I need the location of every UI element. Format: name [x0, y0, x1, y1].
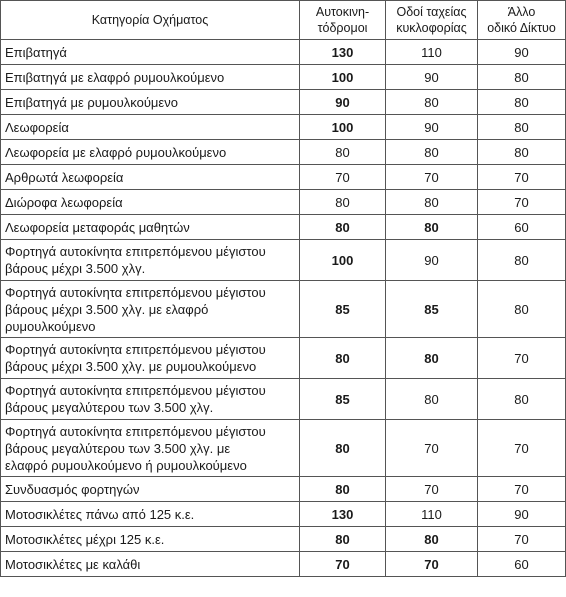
header-label-line: κυκλοφορίας — [396, 21, 467, 35]
table-row — [1, 140, 566, 165]
vehicle-category-cell — [1, 527, 300, 552]
expressway-speed-cell: 80 — [386, 215, 478, 240]
vehicle-category-cell — [1, 240, 300, 281]
expressway-speed-cell: 70 — [386, 477, 478, 502]
motorway-speed-cell: 100 — [300, 65, 386, 90]
table-row — [1, 281, 566, 338]
table-row — [1, 40, 566, 65]
vehicle-category-line: βάρους μεγαλύτερου των 3.500 χλγ. — [5, 400, 214, 415]
table-body — [1, 40, 566, 577]
header-label-line: Κατηγορία Οχήματος — [91, 13, 209, 27]
vehicle-category-cell — [1, 477, 300, 502]
motorway-speed-cell: 70 — [300, 165, 386, 190]
vehicle-category-line: βάρους μέχρι 3.500 χλγ. με ελαφρό — [5, 301, 209, 317]
header-vehicle-category — [1, 1, 300, 40]
motorway-speed-cell: 70 — [300, 552, 386, 577]
table-header — [1, 1, 566, 40]
vehicle-category-line: ρυμουλκούμενο — [5, 318, 96, 334]
table-row — [1, 165, 566, 190]
vehicle-category-cell — [1, 90, 300, 115]
table-row — [1, 379, 566, 420]
other-road-speed-cell: 80 — [478, 281, 566, 338]
table-row — [1, 65, 566, 90]
table-row — [1, 215, 566, 240]
table-row — [1, 477, 566, 502]
other-road-speed-cell: 90 — [478, 502, 566, 527]
table-row — [1, 527, 566, 552]
other-road-speed-cell: 90 — [478, 40, 566, 65]
motorway-speed-cell: 100 — [300, 115, 386, 140]
header-row — [1, 1, 566, 40]
other-road-speed-cell: 80 — [478, 240, 566, 281]
vehicle-category-cell — [1, 140, 300, 165]
motorway-speed-cell: 90 — [300, 90, 386, 115]
motorway-speed-cell: 80 — [300, 477, 386, 502]
header-motorways — [300, 1, 386, 40]
vehicle-category-line: Λεωφορεία με ελαφρό ρυμουλκούμενο — [5, 144, 227, 160]
other-road-speed-cell: 70 — [478, 420, 566, 477]
expressway-speed-cell: 90 — [386, 240, 478, 281]
vehicle-category-line: Φορτηγά αυτοκίνητα επιτρεπόμενου μέγιστου — [5, 383, 266, 398]
table-row — [1, 240, 566, 281]
expressway-speed-cell: 110 — [386, 502, 478, 527]
vehicle-category-line: Μοτοσικλέτες με καλάθι — [5, 556, 141, 572]
vehicle-category-line: Φορτηγά αυτοκίνητα επιτρεπόμενου μέγιστου — [5, 423, 266, 439]
header-label-line: Αυτοκινη- — [315, 5, 370, 19]
vehicle-category-line: βάρους μέχρι 3.500 χλγ. — [5, 261, 146, 276]
motorway-speed-cell: 130 — [300, 502, 386, 527]
header-label-line: Άλλο — [507, 5, 536, 19]
expressway-speed-cell: 80 — [386, 140, 478, 165]
vehicle-category-line: Επιβατηγά με ελαφρό ρυμουλκούμενο — [5, 69, 225, 85]
vehicle-category-line: Λεωφορεία — [5, 119, 69, 135]
vehicle-category-line: Φορτηγά αυτοκίνητα επιτρεπόμενου μέγιστου — [5, 342, 266, 357]
other-road-speed-cell: 60 — [478, 215, 566, 240]
vehicle-category-line: Μοτοσικλέτες πάνω από 125 κ.ε. — [5, 506, 195, 522]
vehicle-category-line: Συνδυασμός φορτηγών — [5, 481, 140, 497]
vehicle-category-line: Μοτοσικλέτες μέχρι 125 κ.ε. — [5, 531, 165, 547]
other-road-speed-cell: 80 — [478, 90, 566, 115]
motorway-speed-cell: 80 — [300, 190, 386, 215]
motorway-speed-cell: 85 — [300, 379, 386, 420]
vehicle-category-line: Λεωφορεία μεταφοράς μαθητών — [5, 219, 190, 235]
other-road-speed-cell: 70 — [478, 190, 566, 215]
other-road-speed-cell: 60 — [478, 552, 566, 577]
expressway-speed-cell: 70 — [386, 552, 478, 577]
other-road-speed-cell: 80 — [478, 115, 566, 140]
vehicle-category-cell — [1, 281, 300, 338]
motorway-speed-cell: 80 — [300, 420, 386, 477]
other-road-speed-cell: 70 — [478, 527, 566, 552]
vehicle-category-line: βάρους μέχρι 3.500 χλγ. με ρυμουλκούμενο — [5, 359, 257, 374]
vehicle-category-line: Επιβατηγά — [5, 44, 67, 60]
motorway-speed-cell: 130 — [300, 40, 386, 65]
vehicle-category-line: ελαφρό ρυμουλκούμενο ή ρυμουλκούμενο — [5, 457, 247, 473]
expressway-speed-cell: 85 — [386, 281, 478, 338]
expressway-speed-cell: 90 — [386, 65, 478, 90]
other-road-speed-cell: 70 — [478, 477, 566, 502]
header-expressways — [386, 1, 478, 40]
vehicle-category-cell — [1, 115, 300, 140]
vehicle-category-cell — [1, 65, 300, 90]
expressway-speed-cell: 80 — [386, 527, 478, 552]
other-road-speed-cell: 80 — [478, 379, 566, 420]
expressway-speed-cell: 90 — [386, 115, 478, 140]
vehicle-category-cell — [1, 40, 300, 65]
vehicle-category-cell — [1, 379, 300, 420]
vehicle-category-line: Διώροφα λεωφορεία — [5, 194, 123, 210]
table-row — [1, 190, 566, 215]
motorway-speed-cell: 85 — [300, 281, 386, 338]
table-row — [1, 338, 566, 379]
expressway-speed-cell: 80 — [386, 90, 478, 115]
header-label-line: οδικό Δίκτυο — [487, 21, 556, 35]
vehicle-category-line: Φορτηγά αυτοκίνητα επιτρεπόμενου μέγιστου — [5, 244, 266, 259]
vehicle-category-line: Φορτηγά αυτοκίνητα επιτρεπόμενου μέγιστου — [5, 284, 266, 300]
expressway-speed-cell: 80 — [386, 379, 478, 420]
vehicle-category-cell — [1, 552, 300, 577]
other-road-speed-cell: 70 — [478, 165, 566, 190]
expressway-speed-cell: 70 — [386, 420, 478, 477]
motorway-speed-cell: 80 — [300, 338, 386, 379]
header-label-line: τόδρομοι — [317, 21, 368, 35]
table-row — [1, 552, 566, 577]
motorway-speed-cell: 80 — [300, 140, 386, 165]
expressway-speed-cell: 80 — [386, 338, 478, 379]
table-row — [1, 90, 566, 115]
expressway-speed-cell: 110 — [386, 40, 478, 65]
other-road-speed-cell: 80 — [478, 65, 566, 90]
vehicle-category-cell — [1, 215, 300, 240]
table-row — [1, 502, 566, 527]
other-road-speed-cell: 80 — [478, 140, 566, 165]
vehicle-category-line: βάρους μεγαλύτερου των 3.500 χλγ. με — [5, 440, 231, 456]
vehicle-category-cell — [1, 420, 300, 477]
vehicle-category-cell — [1, 338, 300, 379]
vehicle-category-line: Επιβατηγά με ρυμουλκούμενο — [5, 94, 178, 110]
header-other-roads — [478, 1, 566, 40]
motorway-speed-cell: 80 — [300, 527, 386, 552]
vehicle-category-cell — [1, 190, 300, 215]
other-road-speed-cell: 70 — [478, 338, 566, 379]
vehicle-category-cell — [1, 502, 300, 527]
expressway-speed-cell: 70 — [386, 165, 478, 190]
vehicle-category-line: Αρθρωτά λεωφορεία — [5, 169, 124, 185]
table-row — [1, 115, 566, 140]
motorway-speed-cell: 100 — [300, 240, 386, 281]
expressway-speed-cell: 80 — [386, 190, 478, 215]
vehicle-category-cell — [1, 165, 300, 190]
header-label-line: Οδοί ταχείας — [396, 5, 467, 19]
motorway-speed-cell: 80 — [300, 215, 386, 240]
table-row — [1, 420, 566, 477]
